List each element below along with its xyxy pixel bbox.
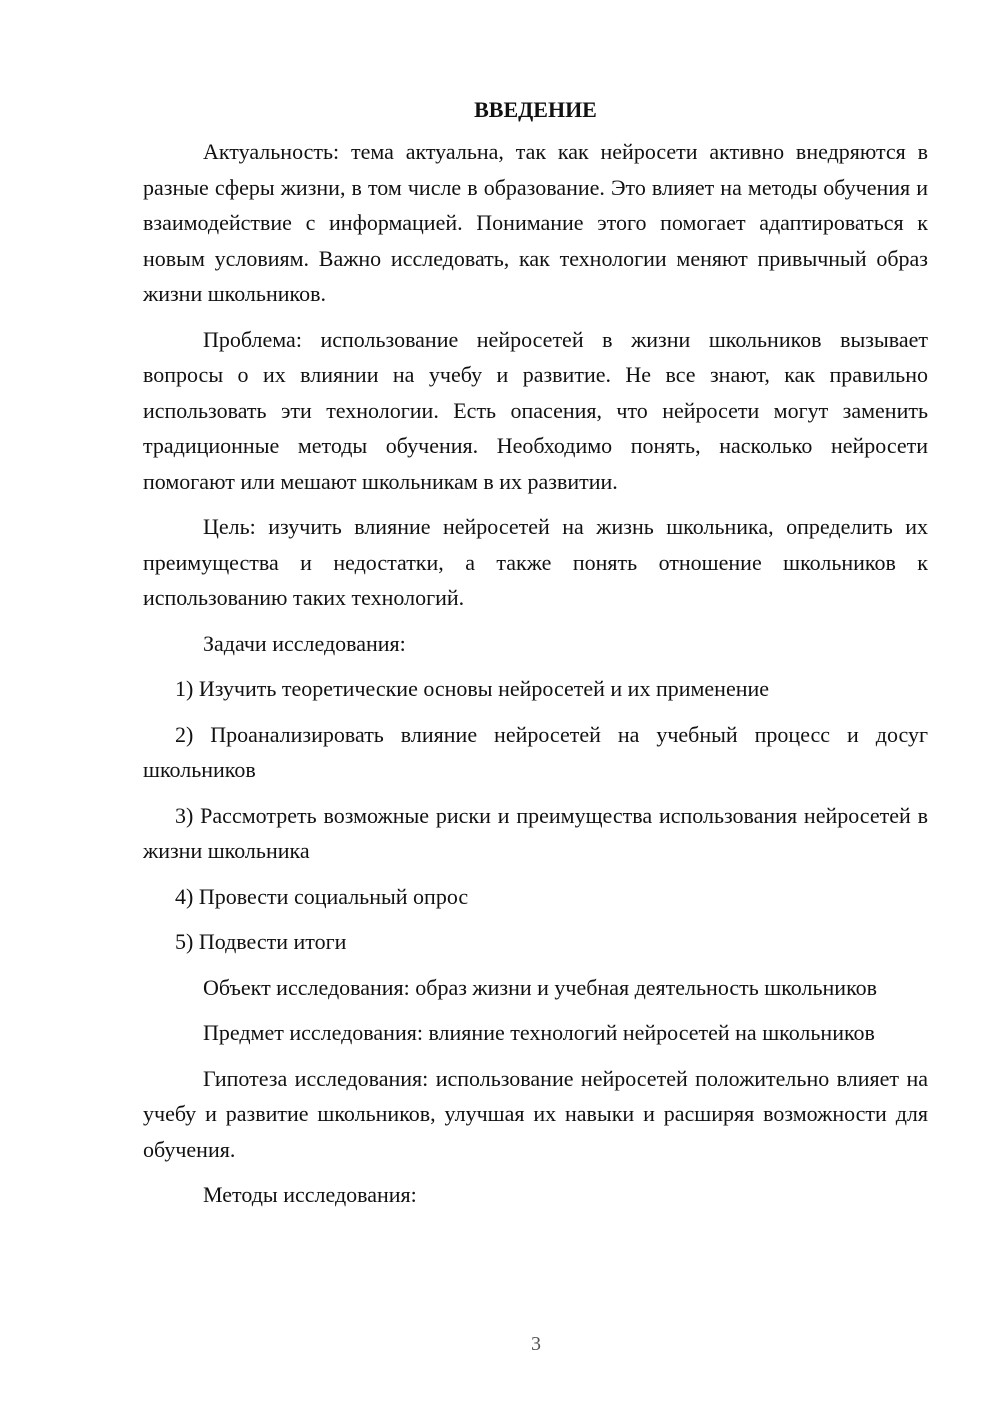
page-title: ВВЕДЕНИЕ xyxy=(474,97,597,122)
paragraph-subject: Предмет исследования: влияние технологий нейросетей на школьников xyxy=(203,1020,875,1045)
paragraph-goal: Цель: изучить влияние нейросетей на жизнь школьника, определить их преимущества и недостатки, а также понять отношение школьников к использованию таких технологий. xyxy=(143,514,928,610)
task-item-1: 1) Изучить теоретические основы нейросетей и их применение xyxy=(175,676,770,701)
page-number: 3 xyxy=(531,1333,541,1355)
tasks-heading: Задачи исследования: xyxy=(203,630,406,656)
task-item-3: 3) Рассмотреть возможные риски и преимущества использования нейросетей в жизни школьника xyxy=(143,802,928,863)
paragraph-hypothesis: Гипотеза исследования: использование нейросетей положительно влияет на учебу и развитие школьников, улучшая их навыки и расширяя возможности для обучения. xyxy=(143,1065,928,1162)
document-page xyxy=(143,92,928,1223)
task-item-4: 4) Провести социальный опрос xyxy=(175,883,469,909)
task-item-5: 5) Подвести итоги xyxy=(175,929,347,954)
methods-heading: Методы исследования: xyxy=(203,1182,417,1207)
task-item-2: 2) Проанализировать влияние нейросетей на учебный процесс и досуг школьников xyxy=(143,721,928,782)
paragraph-object: Объект исследования: образ жизни и учебная деятельность школьников xyxy=(203,974,878,1000)
paragraph-problem: Проблема: использование нейросетей в жизни школьников вызывает вопросы о их влиянии на учебу и развитие. Не все знают, как правильно использовать эти технологии. Есть опасения, что нейросети могут заменить традиционные методы обучения. Необходимо понять, насколько нейросети помогают или мешают школьникам в их развитии. xyxy=(143,326,928,494)
paragraph-relevance: Актуальность: тема актуальна, так как нейросети активно внедряются в разные сферы жизни, в том числе в образование. Это влияет на методы обучения и взаимодействие с информацией. Понимание этого помогает адаптироваться к новым условиям. Важно исследовать, как технологии меняют привычный образ жизни школьников. xyxy=(143,139,928,306)
